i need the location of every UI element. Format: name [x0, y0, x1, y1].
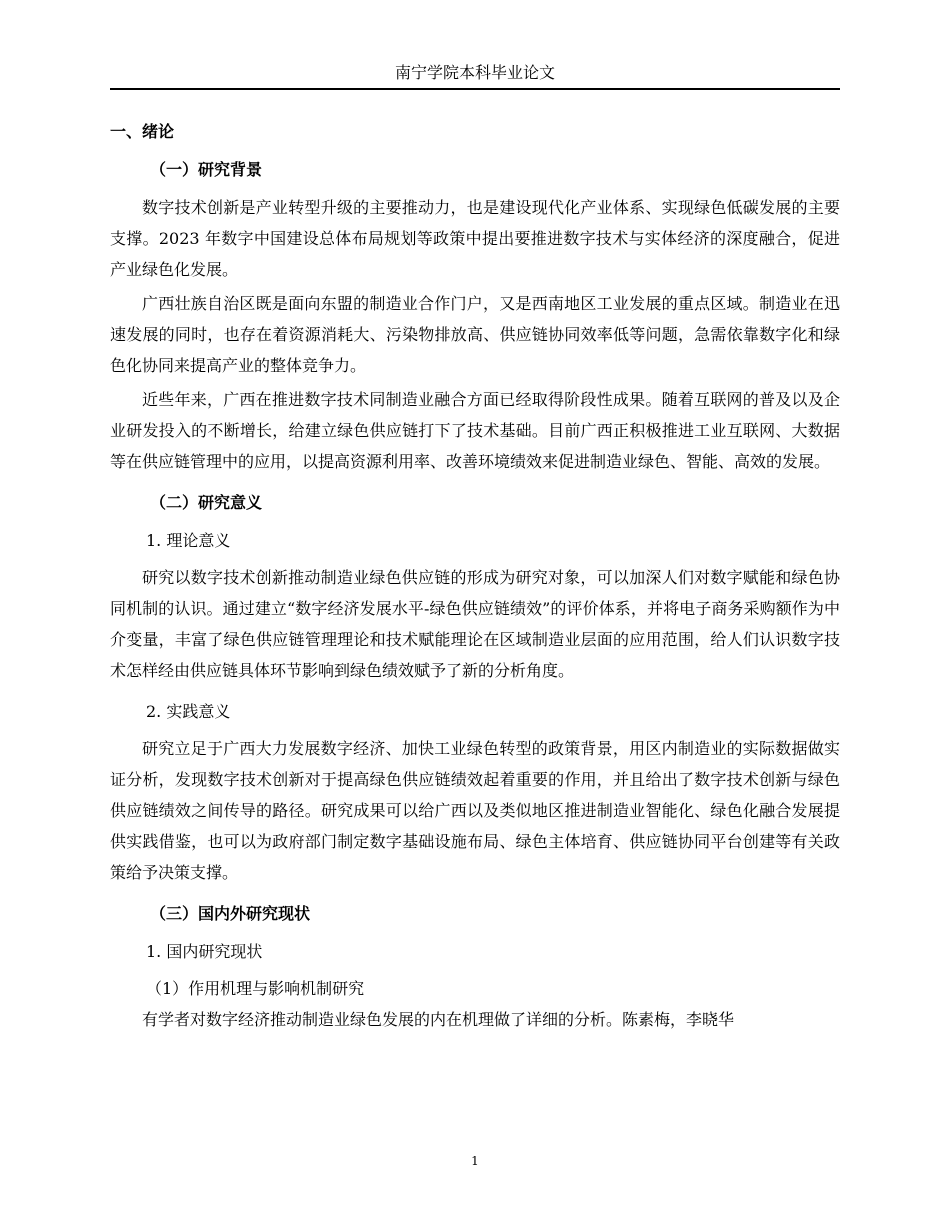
- paragraph: 研究立足于广西大力发展数字经济、加快工业绿色转型的政策背景，用区内制造业的实际数据做实证分析，发现数字技术创新对于提高绿色供应链绩效起着重要的作用，并且给出了数字技术创新与绿色供应链绩效之间传导的路径。研究成果可以给广西以及类似地区推进制造业智能化、绿色化融合发展提供实践借鉴，也可以为政府部门制定数字基础设施布局、绿色主体培育、供应链协同平台创建等有关政策给予决策支撑。: [110, 739, 840, 882]
- document-body: [110, 116, 840, 1038]
- subsection-heading-theory: 1. 理论意义: [146, 531, 231, 550]
- header-divider: [110, 88, 840, 90]
- sub-subsection-heading-mechanism: （1）作用机理与影响机制研究: [146, 979, 365, 998]
- running-header: 南宁学院本科毕业论文: [394, 63, 555, 82]
- page-number: 1: [471, 1154, 479, 1168]
- chapter-heading: 一、绪论: [110, 122, 175, 141]
- section-heading-literature: （三）国内外研究现状: [150, 904, 311, 923]
- paragraph: 数字技术创新是产业转型升级的主要推动力，也是建设现代化产业体系、实现绿色低碳发展的主要支撑。2023 年数字中国建设总体布局规划等政策中提出要推进数字技术与实体经济的深度融合，促进产业绿色化发展。: [110, 198, 840, 279]
- paragraph: 研究以数字技术创新推动制造业绿色供应链的形成为研究对象，可以加深人们对数字赋能和绿色协同机制的认识。通过建立“数字经济发展水平-绿色供应链绩效”的评价体系，并将电子商务采购额作为中介变量，丰富了绿色供应链管理理论和技术赋能理论在区域制造业层面的应用范围，给人们认识数字技术怎样经由供应链具体环节影响到绿色绩效赋予了新的分析角度。: [110, 568, 840, 680]
- section-heading-significance: （二）研究意义: [150, 493, 263, 512]
- paragraph: 有学者对数字经济推动制造业绿色发展的内在机理做了详细的分析。陈素梅，李晓华: [142, 1010, 735, 1029]
- section-heading-background: （一）研究背景: [150, 160, 263, 179]
- paragraph: 广西壮族自治区既是面向东盟的制造业合作门户，又是西南地区工业发展的重点区域。制造业在迅速发展的同时，也存在着资源消耗大、污染物排放高、供应链协同效率低等问题，急需依靠数字化和绿色化协同来提高产业的整体竞争力。: [110, 294, 840, 375]
- paragraph: 近些年来，广西在推进数字技术同制造业融合方面已经取得阶段性成果。随着互联网的普及以及企业研发投入的不断增长，给建立绿色供应链打下了技术基础。目前广西正积极推进工业互联网、大数据等在供应链管理中的应用，以提高资源利用率、改善环境绩效来促进制造业绿色、智能、高效的发展。: [110, 390, 840, 471]
- subsection-heading-practice: 2. 实践意义: [146, 702, 231, 721]
- subsection-heading-domestic: 1. 国内研究现状: [146, 942, 263, 961]
